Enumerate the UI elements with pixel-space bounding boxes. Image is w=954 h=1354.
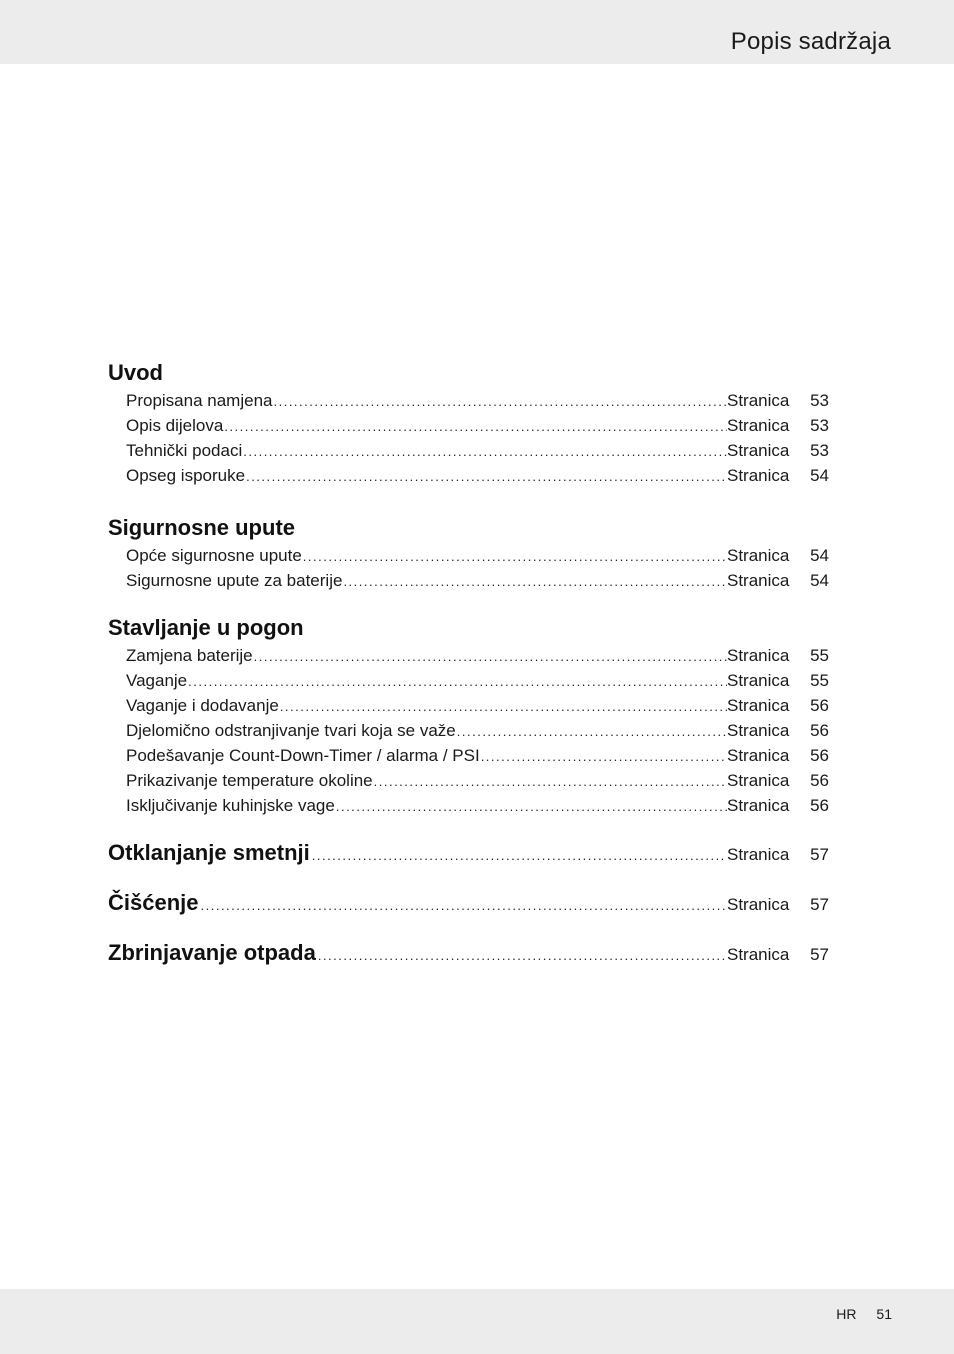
page-word: Stranica xyxy=(727,945,790,964)
page-number: 53 xyxy=(810,416,829,435)
page-word: Stranica xyxy=(727,796,790,815)
page-number: 53 xyxy=(810,441,829,460)
dot-leader xyxy=(188,669,727,694)
entry-label: Djelomično odstranjivanje tvari koja se važe xyxy=(126,721,456,740)
page-word: Stranica xyxy=(727,671,790,690)
dot-leader xyxy=(280,694,727,719)
page-number: 56 xyxy=(810,796,829,815)
footer-band xyxy=(0,1289,954,1354)
page-number: 57 xyxy=(810,945,829,964)
page-number: 55 xyxy=(810,671,829,690)
dot-leader xyxy=(457,719,727,744)
toc-main-entry-ciscenje[interactable] xyxy=(108,888,829,918)
page-number: 55 xyxy=(810,646,829,665)
toc-section-uvod xyxy=(108,358,829,488)
toc-entry[interactable] xyxy=(108,743,829,768)
dot-leader xyxy=(312,841,727,871)
entry-label: Sigurnosne upute za baterije xyxy=(126,571,343,590)
page-word: Stranica xyxy=(727,845,790,864)
toc-entry[interactable] xyxy=(108,413,829,438)
entry-label: Propisana namjena xyxy=(126,391,273,410)
entry-label: Vaganje xyxy=(126,671,188,690)
toc-entry[interactable] xyxy=(108,568,829,593)
dot-leader xyxy=(303,544,727,569)
section-spacer xyxy=(108,488,829,513)
section-title: Stavljanje u pogon xyxy=(108,615,304,640)
page-word: Stranica xyxy=(727,466,790,485)
page-word: Stranica xyxy=(727,646,790,665)
page-word: Stranica xyxy=(727,441,790,460)
section-spacer xyxy=(108,818,829,838)
page-number: 56 xyxy=(810,696,829,715)
dot-leader xyxy=(273,389,727,414)
section-spacer xyxy=(108,918,829,938)
toc-section-stavljanje-u-pogon xyxy=(108,613,829,818)
entry-label: Isključivanje kuhinjske vage xyxy=(126,796,335,815)
entry-label: Tehnički podaci xyxy=(126,441,243,460)
toc-main-entry-otklanjanje-smetnji[interactable] xyxy=(108,838,829,868)
page-number: 57 xyxy=(810,895,829,914)
toc-entry[interactable] xyxy=(108,718,829,743)
table-of-contents xyxy=(108,358,829,968)
section-spacer xyxy=(108,593,829,613)
toc-main-entry-zbrinjavanje-otpada[interactable] xyxy=(108,938,829,968)
dot-leader xyxy=(318,941,727,971)
entry-label: Vaganje i dodavanje xyxy=(126,696,279,715)
section-title: Sigurnosne upute xyxy=(108,515,295,540)
toc-section-sigurnosne-upute xyxy=(108,513,829,593)
page-footer xyxy=(836,1306,892,1322)
entry-label: Podešavanje Count-Down-Timer / alarma / PSI xyxy=(126,746,480,765)
section-title: Zbrinjavanje otpada xyxy=(108,940,316,965)
page-word: Stranica xyxy=(727,571,790,590)
section-title: Čišćenje xyxy=(108,890,199,915)
toc-entry[interactable] xyxy=(108,768,829,793)
toc-entry[interactable] xyxy=(108,668,829,693)
page-number: 57 xyxy=(810,845,829,864)
entry-label: Opseg isporuke xyxy=(126,466,246,485)
page-word: Stranica xyxy=(727,696,790,715)
page-number: 54 xyxy=(810,546,829,565)
section-title: Uvod xyxy=(108,360,163,385)
page-word: Stranica xyxy=(727,546,790,565)
dot-leader xyxy=(201,891,728,921)
page-word: Stranica xyxy=(727,416,790,435)
page-word: Stranica xyxy=(727,391,790,410)
section-title: Otklanjanje smetnji xyxy=(108,840,310,865)
page-number: 54 xyxy=(810,466,829,485)
dot-leader xyxy=(336,794,727,819)
dot-leader xyxy=(224,414,727,439)
page-word: Stranica xyxy=(727,771,790,790)
entry-label: Zamjena baterije xyxy=(126,646,253,665)
toc-entry[interactable] xyxy=(108,438,829,463)
page-number-footer: 51 xyxy=(876,1306,892,1322)
toc-entry[interactable] xyxy=(108,463,829,488)
page-number: 54 xyxy=(810,571,829,590)
page-number: 56 xyxy=(810,771,829,790)
toc-entry[interactable] xyxy=(108,693,829,718)
toc-entry[interactable] xyxy=(108,643,829,668)
section-spacer xyxy=(108,868,829,888)
entry-label: Prikazivanje temperature okoline xyxy=(126,771,373,790)
dot-leader xyxy=(254,644,727,669)
entry-label: Opis dijelova xyxy=(126,416,224,435)
page-word: Stranica xyxy=(727,746,790,765)
dot-leader xyxy=(374,769,727,794)
dot-leader xyxy=(343,569,727,594)
toc-entry[interactable] xyxy=(108,388,829,413)
entry-label: Opće sigurnosne upute xyxy=(126,546,302,565)
dot-leader xyxy=(481,744,727,769)
page-number: 56 xyxy=(810,721,829,740)
toc-entry[interactable] xyxy=(108,543,829,568)
page-number: 53 xyxy=(810,391,829,410)
page-number: 56 xyxy=(810,746,829,765)
page-word: Stranica xyxy=(727,721,790,740)
dot-leader xyxy=(246,464,727,489)
dot-leader xyxy=(243,439,727,464)
toc-entry[interactable] xyxy=(108,793,829,818)
language-code: HR xyxy=(836,1306,857,1322)
page-word: Stranica xyxy=(727,895,790,914)
page-title: Popis sadržaja xyxy=(730,28,891,55)
